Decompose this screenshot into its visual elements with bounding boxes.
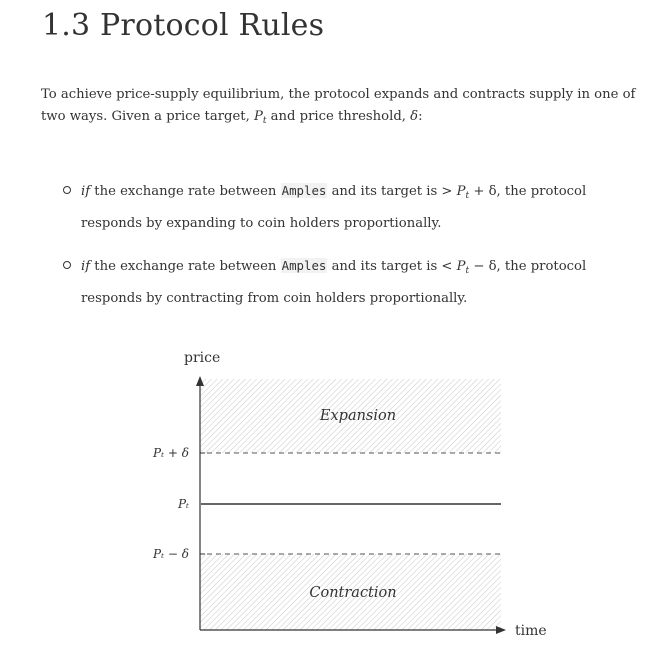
rule-text: and its target is <	[327, 259, 457, 274]
price-target-symbol: P	[253, 109, 263, 124]
token-name: Amples	[281, 183, 327, 198]
y-axis-label: price	[184, 350, 221, 366]
rule-expansion	[63, 177, 623, 237]
bullet-circle-icon	[63, 261, 71, 269]
token-name: Amples	[281, 258, 327, 273]
intro-text-continued: and price threshold,	[266, 109, 411, 124]
rule-text: the exchange rate between	[90, 259, 281, 274]
price-target-symbol: P	[456, 184, 466, 199]
intro-text: To achieve price-supply equilibrium, the protocol expands and contracts supply in one of two ways. Given a price target,	[41, 87, 636, 124]
x-axis-label: time	[515, 623, 547, 639]
price-target-subscript: t	[465, 191, 470, 201]
intro-text-end: :	[418, 109, 423, 124]
upper-threshold-label: Pₜ + δ	[153, 446, 189, 460]
threshold-operator: − δ	[469, 259, 497, 274]
expansion-label: Expansion	[319, 408, 397, 424]
lower-threshold-label: Pₜ − δ	[153, 547, 189, 561]
rule-text: and its target is >	[327, 184, 457, 199]
bullet-circle-icon	[63, 186, 71, 194]
rule-outcome: , the protocol responds by contracting from coin holders proportionally.	[81, 259, 587, 306]
price-target-symbol: P	[456, 259, 466, 274]
rule-contraction	[63, 252, 623, 312]
rule-text: the exchange rate between	[90, 184, 281, 199]
rule-condition-word: if	[81, 184, 91, 199]
threshold-symbol: δ	[410, 109, 419, 124]
price-target-subscript: t	[262, 116, 267, 126]
intro-paragraph	[41, 84, 651, 132]
supply-policy-diagram	[0, 330, 671, 650]
threshold-operator: + δ	[469, 184, 497, 199]
price-target-subscript: t	[465, 266, 470, 276]
rule-outcome: , the protocol responds by expanding to coin holders proportionally.	[81, 184, 587, 231]
rule-condition-word: if	[81, 259, 91, 274]
rules-list	[63, 177, 623, 327]
section-heading: 1.3 Protocol Rules	[42, 8, 325, 43]
contraction-label: Contraction	[309, 585, 397, 601]
target-label: Pₜ	[177, 497, 189, 511]
